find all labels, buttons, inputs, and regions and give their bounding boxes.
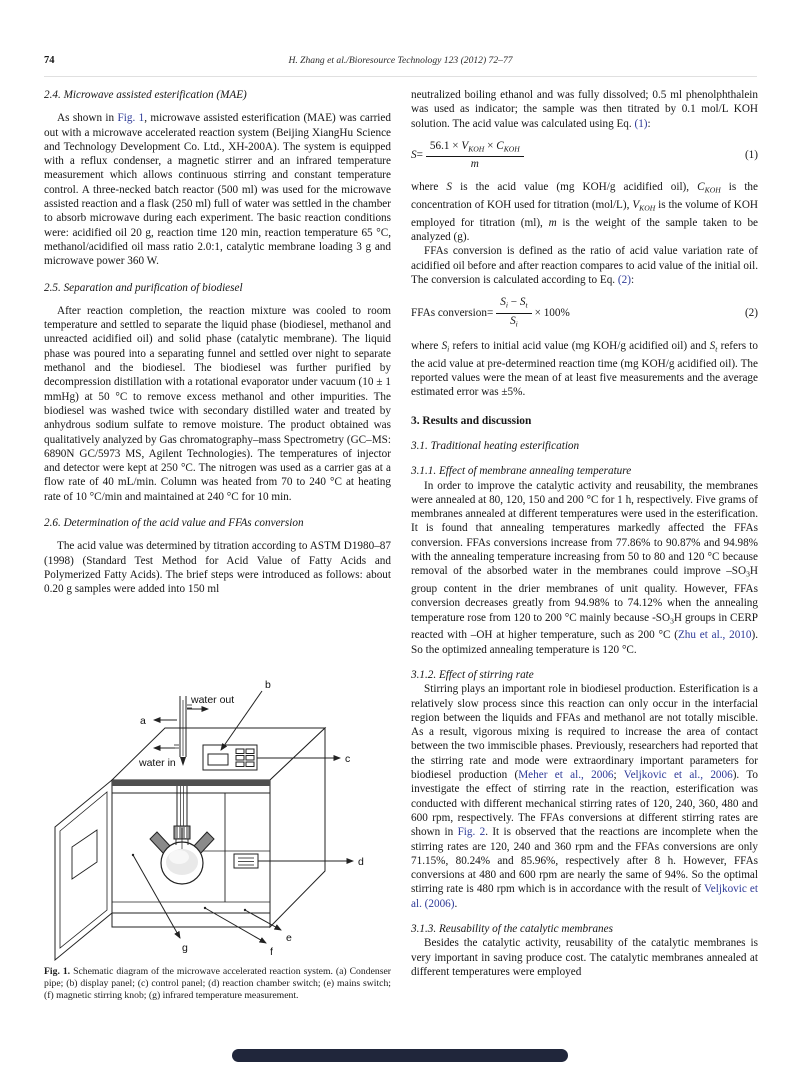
display-panel (203, 745, 257, 770)
figure-1-caption (44, 966, 391, 1003)
citation-link[interactable]: (1) (634, 117, 648, 130)
equation-1-denominator (471, 157, 479, 171)
equation-2-fraction (496, 296, 531, 330)
text-segment: S (500, 296, 506, 309)
text-segment: , microwave assisted esterification (MAE) was carried out with a microwave accelerated reaction system (Beijing XiangHu Science and Technology Development Co. Ltd., XH-200A). The system is equipped with a reflux condenser, a magnetic stirrer and an infrared temperature measurement which allows continuous stirring and constant temperature control. A three-necked batch reactor (500 ml) was used for the microwave assisted reaction and a flask (250 ml) full of water was settled in the chamber to absorb microwave during each experiment. The basic reaction conditions were: acidified oil 20 g, reaction time 120 min, reaction temperature 65 °C, methanol/acidified oil mass ratio 2.0:1, catalytic membrane loading 3 g and microwave power 360 W. (44, 112, 391, 268)
figure-label-b: b (265, 679, 271, 691)
text-segment: : (647, 117, 651, 130)
text-segment: KOH (704, 185, 721, 195)
text-segment: t (715, 344, 718, 354)
equation-2-number: (2) (744, 307, 758, 319)
text-segment: After reaction completion, the reaction mixture was cooled to room temperature and settled to separate the liquid phase (biodiesel, methanol and unreacted acidified oil) and solid phase (catalytic membrane). The liquid phase was poured into a separating funnel and settled over night to separate methanol and the biodiesel. The biodiesel was further purified by decompression distillation with a rotational evaporator under vacuum (10 ± 1 mmHg) at 50 °C to remove excess methanol and other impurities. The biodiesel was washed twice with secondary distilled water and treated by anhydrous sodium sulfate to remove moisture. The product obtained was qualitatively analyzed by Gas chromatography–mass Spectrometry (GC–MS: 6890N GC/5973 MS, Agilent Technologies). The temperatures of injector and detector were kept at 250 °C. The nitrogen was used as a carrier gas at a flow rate of 40 mL/min. Column was heated from 70 to 240 °C at heating rate of 10 °C/min and maintained at 240 °C for 10 min. (44, 304, 391, 503)
text-segment: As shown in (57, 112, 118, 125)
text-segment: The acid value was determined by titration according to ASTM D1980–87 (1998) (Standard Test Method for Acid Value of Fatty Acids and Polymerized Fatty Acids). The brief steps were introduced as follows: about 0.20 g samples were added into 150 ml (44, 540, 391, 596)
equation-2-body (411, 296, 570, 330)
paragraph-2-5 (44, 304, 391, 504)
text-segment: Stirring plays an important role in biodiesel production. Esterification is a relatively slow process since this reaction can only occur in the interfacial region between the liquids and FFAs and methanol are not totally miscible. As a result, vigorous mixing is required to increase the area of contact between the two immiscible phases. Previously, researchers had reported that the stirring rate and mode were extraordinary important parameters for biodiesel production ( (411, 683, 758, 782)
text-segment: S (441, 340, 448, 353)
reaction-chamber-switch (234, 854, 258, 868)
text-segment: i (447, 344, 450, 354)
text-segment: KOH (503, 144, 520, 154)
section-heading-3-1-1: 3.1.1. Effect of membrane annealing temperature (411, 465, 632, 478)
text-segment: × (484, 139, 497, 152)
citation-link[interactable]: Meher et al., 2006 (518, 769, 614, 782)
paragraph-ffas-definition (411, 244, 758, 287)
text-segment: refers to initial acid value (mg KOH/g acidified oil) and (449, 340, 710, 353)
water-in-label: water in (139, 757, 176, 769)
equation-2-relation: = (486, 307, 494, 319)
equation-1-fraction (426, 140, 524, 171)
text-segment: Besides the catalytic activity, reusability of the catalytic membranes is very important in saving produce cost. The catalytic membranes annealed at different temperatures were employed (411, 937, 758, 978)
text-segment: ; (613, 769, 624, 782)
equation-2-denominator (510, 314, 518, 330)
citation-link[interactable]: Fig. 2 (457, 826, 486, 839)
text-segment: is the volume of KOH employed for titration (ml), (411, 199, 758, 229)
equation-2-numerator (496, 296, 531, 313)
reaction-chamber-box (55, 691, 353, 960)
text-segment: S (519, 296, 526, 309)
paragraph-3-1-3 (411, 936, 758, 979)
page-number: 74 (44, 55, 55, 66)
figure-label-g: g (182, 942, 188, 954)
text-segment: − (507, 296, 520, 309)
text-segment: S (411, 149, 417, 162)
figure-1-diagram (40, 678, 380, 963)
text-segment: S (709, 340, 716, 353)
left-column (44, 88, 391, 597)
text-segment: FFAs conversion is defined as the ratio of acid value variation rate of acidified oil before and after reaction compares to acid value of the initial oil. The conversion is calculated according to Eq. (411, 245, 758, 286)
section-heading-2-6: 2.6. Determination of the acid value and FFAs conversion (44, 517, 304, 530)
text-segment: is the concentration of KOH used for titration (mol/L), (411, 181, 758, 212)
text-segment: KOH (639, 203, 656, 213)
equation-1 (411, 140, 758, 171)
text-segment: is the weight of the sample taken to be analyzed (g). (411, 216, 759, 244)
section-heading-3-1-3: 3.1.3. Reusability of the catalytic membranes (411, 923, 613, 936)
text-segment: 3 (746, 569, 750, 579)
figure-label-e: e (286, 932, 292, 944)
figure-label-d: d (358, 856, 364, 868)
figure-label-c: c (345, 753, 351, 765)
water-out-label: water out (191, 694, 235, 706)
text-segment: C (496, 139, 504, 152)
text-segment: V (632, 199, 640, 212)
figure-label-a: a (140, 715, 146, 727)
text-segment: S (446, 181, 453, 194)
text-segment: i (515, 319, 518, 329)
home-indicator[interactable] (232, 1049, 568, 1062)
text-segment: t (525, 300, 528, 310)
figure-label-f: f (270, 946, 273, 958)
header-rule (44, 76, 757, 77)
text-segment: i (505, 300, 508, 310)
equation-1-numerator (426, 140, 524, 157)
equation-1-body (411, 140, 527, 171)
text-segment: . (454, 897, 458, 910)
text-segment: Schematic diagram of the microwave accelerated reaction system. (a) Condenser pipe; (b) display panel; (c) control panel; (d) reaction chamber switch; (e) mains switch; (f) magnetic stirring knob; (g) infrared temperature measurement. (44, 966, 392, 1002)
equation-2-tail: × 100% (534, 307, 570, 319)
citation-link[interactable]: Fig. 1 (117, 112, 145, 125)
text-segment: C (697, 181, 705, 194)
equation-1-relation: = (416, 149, 423, 162)
text-segment: H group content in the drier membranes of unit quality. However, FFAs conversion decreases greatly from 94.98% to 74.12% when the annealing temperature rose from 120 to 200 °C mainly because -SO (411, 565, 758, 624)
paragraph-continuation (411, 88, 758, 131)
section-heading-3-1: 3.1. Traditional heating esterification (411, 439, 580, 452)
section-heading-3-1-2: 3.1.2. Effect of stirring rate (411, 668, 534, 681)
text-segment: refers to the acid value at pre-determined reaction time (mg KOH/g acidified oil). The reported values were the mean of at least five measurements and the average estimated error was ±5%. (411, 340, 758, 399)
citation-link[interactable]: (2) (617, 273, 631, 286)
paragraph-2-4 (44, 111, 391, 268)
equation-2-lhs (411, 306, 487, 320)
text-segment: neutralized boiling ethanol and was fully dissolved; 0.5 ml phenolphthalein was used as indicator; the sample was then titrated by 0.1 mol/L KOH solution. The acid value was calculated using Eq. (411, 89, 758, 130)
section-heading-3: 3. Results and discussion (411, 414, 532, 427)
text-segment: : (630, 273, 635, 286)
text-segment: is the acid value (mg KOH/g acidified oil), (452, 181, 698, 194)
right-column (411, 88, 758, 979)
text-segment: 56.1 × (429, 139, 462, 152)
text-segment: ). To investigate the effect of stirring rate in the reaction, esterification was conducted with different mechanical stirring rates of 120, 240, 360, 480 and 600 rpm, respectively. The FFAs conversions at different stirring rates are shown in (411, 769, 758, 839)
text-segment: V (461, 139, 469, 152)
text-segment: m (470, 158, 479, 171)
equation-2 (411, 296, 758, 330)
text-segment: m (548, 216, 557, 229)
paragraph-3-1-2 (411, 682, 758, 911)
paragraph-where-1 (411, 180, 758, 244)
running-head: H. Zhang et al./Bioresource Technology 123 (2012) 72–77 (288, 55, 513, 66)
paragraph-3-1-1 (411, 479, 758, 657)
paragraph-where-2 (411, 339, 758, 400)
citation-link[interactable]: Zhu et al., 2010 (677, 629, 752, 642)
section-heading-2-5: 2.5. Separation and purification of biodiesel (44, 281, 243, 294)
text-segment: ). So the optimized annealing temperature is 120 °C. (411, 629, 759, 656)
text-segment: where (411, 181, 447, 194)
section-heading-2-4: 2.4. Microwave assisted esterification (MAE) (44, 89, 247, 101)
text-segment: Fig. 1. (44, 966, 71, 977)
page-header (44, 55, 757, 71)
text-segment: FFAs conversion (411, 307, 487, 319)
text-segment: In order to improve the catalytic activity and reusability, the membranes were annealed at 80, 120, 150 and 200 °C for 1 h, respectively. Five grams of membranes annealed at different temperatures were used in the esterification. It is found that annealing temperatures markedly affected the FFAs conversion. FFAs conversions increase from 77.86% to 90.87% and 94.98% with the annealing temperature increasing from 50 to 80 and 120 °C because removal of the absorbed water in the membranes could improve –SO (411, 479, 758, 578)
text-segment: 3 (670, 616, 674, 626)
chamber-door (55, 780, 112, 960)
paragraph-2-6 (44, 539, 391, 596)
equation-1-number: (1) (744, 149, 758, 162)
text-segment: . It is observed that the reactions are incomplete when the stirring rates are 120, 240 and 360 rpm and the FFAs conversions are only 71.15%, 80.24% and 85.96%, respectively after 8 h. However, FFAs conversions at 480 and 600 rpm are nearly the same of 94%. So the optimal stirring rate is 480 rpm which is in accordance with the result of (411, 826, 758, 896)
citation-link[interactable]: Veljkovic et al., 2006 (623, 769, 733, 782)
citation-link[interactable]: Veljkovic et al. (2006) (411, 883, 758, 910)
text-segment: where (411, 340, 442, 353)
text-segment: H groups in CERP reacted with –OH at higher temperature, such as 200 °C ( (411, 611, 759, 642)
text-segment: KOH (468, 144, 485, 154)
text-segment: S (510, 314, 516, 327)
